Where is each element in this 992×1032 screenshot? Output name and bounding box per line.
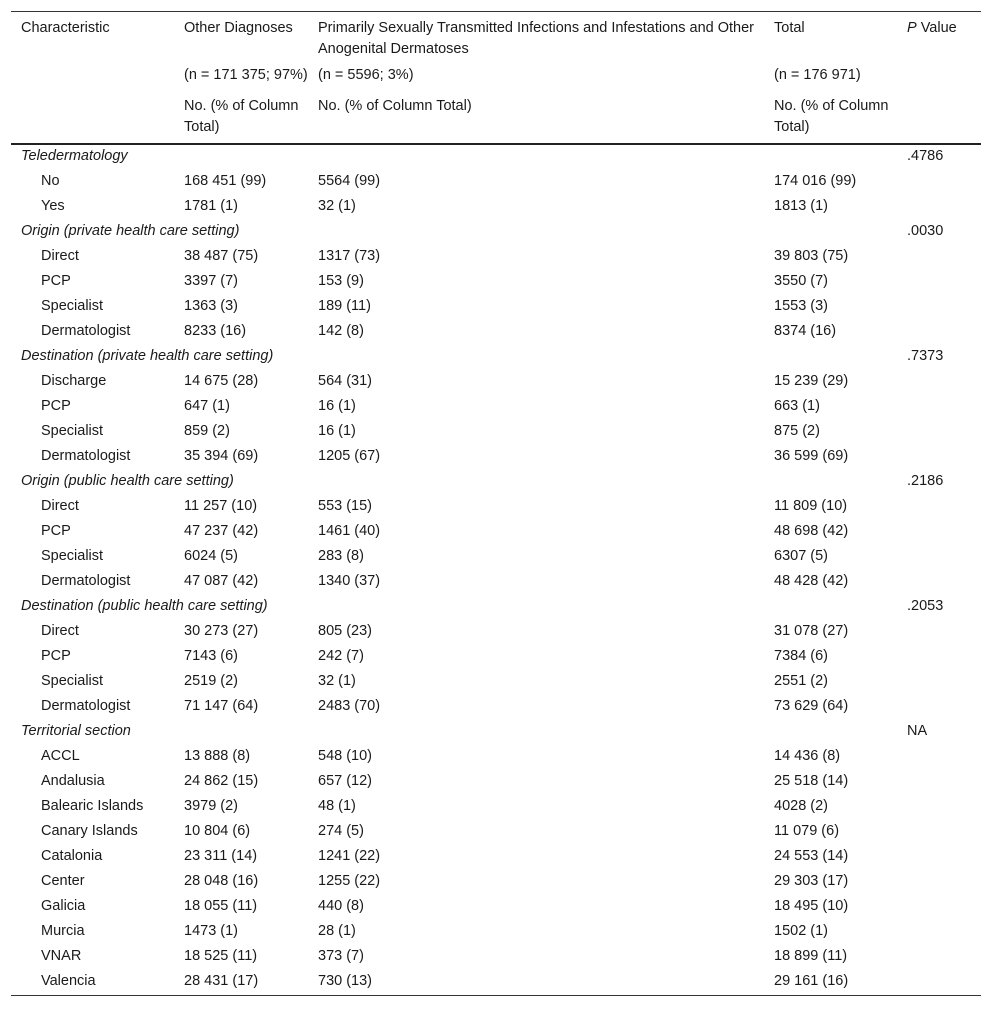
sti-value: 32 (1) xyxy=(318,198,356,214)
row-label: ACCL xyxy=(41,748,80,764)
table-row xyxy=(11,970,981,996)
row-label: PCP xyxy=(41,398,71,414)
sti-value: 564 (31) xyxy=(318,373,373,389)
p-value-empty xyxy=(897,620,981,645)
other-diagnoses-value: 38 487 (75) xyxy=(184,248,259,264)
other-diagnoses-value: 859 (2) xyxy=(184,423,230,439)
p-value-empty xyxy=(897,795,981,820)
p-value-empty xyxy=(897,695,981,720)
row-label: Balearic Islands xyxy=(41,798,144,814)
data-table xyxy=(11,11,981,996)
p-value: .2186 xyxy=(907,473,944,489)
other-diagnoses-value: 8233 (16) xyxy=(184,323,247,339)
total-value: 2551 (2) xyxy=(774,673,829,689)
other-diagnoses-value: 1363 (3) xyxy=(184,298,239,314)
row-label: Discharge xyxy=(41,373,107,389)
table-row xyxy=(11,270,981,295)
total-value: 39 803 (75) xyxy=(774,248,849,264)
sti-value: 1205 (67) xyxy=(318,448,381,464)
section-label: Teledermatology xyxy=(21,148,128,164)
row-label: Yes xyxy=(41,198,65,214)
total-value: 36 599 (69) xyxy=(774,448,849,464)
p-value-empty xyxy=(897,820,981,845)
sti-value: 242 (7) xyxy=(318,648,364,664)
row-label: PCP xyxy=(41,273,71,289)
other-diagnoses-value: 28 431 (17) xyxy=(184,973,259,989)
p-value-empty xyxy=(897,520,981,545)
table-row xyxy=(11,870,981,895)
other-diagnoses-value: 24 862 (15) xyxy=(184,773,259,789)
p-value-empty xyxy=(897,420,981,445)
other-diagnoses-value: 1473 (1) xyxy=(184,923,239,939)
p-value-empty xyxy=(897,320,981,345)
sti-value: 548 (10) xyxy=(318,748,373,764)
table-row xyxy=(11,945,981,970)
total-value: 11 079 (6) xyxy=(774,823,840,839)
row-label: Direct xyxy=(41,498,79,514)
total-value: 6307 (5) xyxy=(774,548,829,564)
sti-value: 16 (1) xyxy=(318,398,356,414)
p-value: NA xyxy=(907,723,928,739)
total-value: 18 899 (11) xyxy=(774,948,848,964)
sti-value: 1241 (22) xyxy=(318,848,381,864)
table-row xyxy=(11,795,981,820)
section-label: Destination (public health care setting) xyxy=(21,598,268,614)
p-value: .7373 xyxy=(907,348,944,364)
sti-value: 16 (1) xyxy=(318,423,356,439)
section-label: Origin (private health care setting) xyxy=(21,223,240,239)
total-value: 1553 (3) xyxy=(774,298,829,314)
other-diagnoses-value: 1781 (1) xyxy=(184,198,239,214)
table-row xyxy=(11,895,981,920)
section-row xyxy=(11,345,981,370)
other-diagnoses-value: 28 048 (16) xyxy=(184,873,259,889)
row-label: Specialist xyxy=(41,548,104,564)
unit-other: No. (% of Column Total) xyxy=(184,98,299,135)
row-label: Direct xyxy=(41,623,79,639)
p-value-empty xyxy=(897,195,981,220)
table-row xyxy=(11,820,981,845)
p-value: .0030 xyxy=(907,223,944,239)
sti-value: 2483 (70) xyxy=(318,698,381,714)
other-diagnoses-value: 30 273 (27) xyxy=(184,623,259,639)
total-value: 1502 (1) xyxy=(774,923,829,939)
p-value-empty xyxy=(897,170,981,195)
section-row xyxy=(11,470,981,495)
total-value: 29 161 (16) xyxy=(774,973,849,989)
sti-value: 1317 (73) xyxy=(318,248,381,264)
row-label: No xyxy=(41,173,60,189)
other-diagnoses-value: 7143 (6) xyxy=(184,648,239,664)
p-value-empty xyxy=(897,570,981,595)
table-header xyxy=(11,12,981,145)
p-value: .4786 xyxy=(907,148,944,164)
other-diagnoses-value: 14 675 (28) xyxy=(184,373,259,389)
total-value: 48 698 (42) xyxy=(774,523,849,539)
row-label: PCP xyxy=(41,523,71,539)
total-value: 14 436 (8) xyxy=(774,748,841,764)
sti-value: 283 (8) xyxy=(318,548,364,564)
total-value: 875 (2) xyxy=(774,423,820,439)
unit-sti: No. (% of Column Total) xyxy=(318,98,472,114)
header-sti: Primarily Sexually Transmitted Infections and Infestations and Other Anogenital Dermatoses xyxy=(318,20,755,57)
p-value-empty xyxy=(897,245,981,270)
p-value-empty xyxy=(897,270,981,295)
sti-value: 5564 (99) xyxy=(318,173,381,189)
sti-value: 153 (9) xyxy=(318,273,364,289)
header-other-diagnoses: Other Diagnoses xyxy=(184,20,293,36)
total-value: 15 239 (29) xyxy=(774,373,849,389)
row-label: Center xyxy=(41,873,85,889)
p-value-empty xyxy=(897,870,981,895)
p-value-empty xyxy=(897,745,981,770)
other-diagnoses-value: 47 237 (42) xyxy=(184,523,259,539)
p-value-empty xyxy=(897,920,981,945)
table-row xyxy=(11,920,981,945)
table-row xyxy=(11,295,981,320)
row-label: Andalusia xyxy=(41,773,105,789)
section-label: Destination (private health care setting) xyxy=(21,348,274,364)
total-value: 7384 (6) xyxy=(774,648,829,664)
row-label: Specialist xyxy=(41,673,104,689)
other-diagnoses-value: 3979 (2) xyxy=(184,798,239,814)
table-row xyxy=(11,495,981,520)
table-row xyxy=(11,370,981,395)
sti-value: 1461 (40) xyxy=(318,523,381,539)
table-row xyxy=(11,845,981,870)
total-value: 48 428 (42) xyxy=(774,573,849,589)
p-value-empty xyxy=(897,395,981,420)
table-row xyxy=(11,395,981,420)
table-row xyxy=(11,320,981,345)
n-other: (n = 171 375; 97%) xyxy=(184,67,308,83)
total-value: 663 (1) xyxy=(774,398,820,414)
p-value-empty xyxy=(897,295,981,320)
other-diagnoses-value: 3397 (7) xyxy=(184,273,239,289)
total-value: 18 495 (10) xyxy=(774,898,849,914)
total-value: 174 016 (99) xyxy=(774,173,857,189)
row-label: Catalonia xyxy=(41,848,103,864)
row-label: Specialist xyxy=(41,298,104,314)
other-diagnoses-value: 2519 (2) xyxy=(184,673,239,689)
p-value-empty xyxy=(897,845,981,870)
other-diagnoses-value: 13 888 (8) xyxy=(184,748,251,764)
sti-value: 657 (12) xyxy=(318,773,373,789)
table-row xyxy=(11,670,981,695)
other-diagnoses-value: 18 055 (11) xyxy=(184,898,258,914)
total-value: 73 629 (64) xyxy=(774,698,849,714)
table-row xyxy=(11,245,981,270)
p-value-empty xyxy=(897,895,981,920)
sti-value: 142 (8) xyxy=(318,323,364,339)
total-value: 8374 (16) xyxy=(774,323,837,339)
section-row xyxy=(11,720,981,745)
header-p-rest: Value xyxy=(916,20,957,36)
p-value-empty xyxy=(897,495,981,520)
section-row xyxy=(11,144,981,170)
p-value-empty xyxy=(897,370,981,395)
sti-value: 373 (7) xyxy=(318,948,364,964)
row-label: Galicia xyxy=(41,898,86,914)
header-characteristic: Characteristic xyxy=(21,20,110,36)
sti-value: 189 (11) xyxy=(318,298,371,314)
table-row xyxy=(11,645,981,670)
other-diagnoses-value: 71 147 (64) xyxy=(184,698,259,714)
header-p-value xyxy=(897,12,981,66)
total-value: 31 078 (27) xyxy=(774,623,849,639)
other-diagnoses-value: 647 (1) xyxy=(184,398,230,414)
section-row xyxy=(11,595,981,620)
total-value: 11 809 (10) xyxy=(774,498,848,514)
total-value: 4028 (2) xyxy=(774,798,829,814)
row-label: Valencia xyxy=(41,973,96,989)
section-label: Territorial section xyxy=(21,723,131,739)
table-row xyxy=(11,170,981,195)
sti-value: 1340 (37) xyxy=(318,573,381,589)
table-row xyxy=(11,695,981,720)
table-row xyxy=(11,620,981,645)
row-label: Dermatologist xyxy=(41,448,131,464)
row-label: VNAR xyxy=(41,948,82,964)
sti-value: 553 (15) xyxy=(318,498,373,514)
other-diagnoses-value: 11 257 (10) xyxy=(184,498,258,514)
row-label: Dermatologist xyxy=(41,323,131,339)
table-row xyxy=(11,745,981,770)
p-value-empty xyxy=(897,970,981,996)
row-label: Direct xyxy=(41,248,79,264)
p-value-empty xyxy=(897,945,981,970)
other-diagnoses-value: 47 087 (42) xyxy=(184,573,259,589)
n-total: (n = 176 971) xyxy=(774,67,861,83)
table-row xyxy=(11,770,981,795)
table-row xyxy=(11,545,981,570)
row-label: Dermatologist xyxy=(41,698,131,714)
sti-value: 28 (1) xyxy=(318,923,356,939)
header-total: Total xyxy=(774,20,805,36)
sti-value: 1255 (22) xyxy=(318,873,381,889)
table-row xyxy=(11,570,981,595)
p-value-empty xyxy=(897,670,981,695)
table-row xyxy=(11,195,981,220)
table-row xyxy=(11,445,981,470)
total-value: 1813 (1) xyxy=(774,198,829,214)
table-row xyxy=(11,420,981,445)
section-label: Origin (public health care setting) xyxy=(21,473,234,489)
table-row xyxy=(11,520,981,545)
section-row xyxy=(11,220,981,245)
total-value: 29 303 (17) xyxy=(774,873,849,889)
other-diagnoses-value: 23 311 (14) xyxy=(184,848,258,864)
unit-total: No. (% of Column Total) xyxy=(774,98,889,135)
sti-value: 440 (8) xyxy=(318,898,364,914)
p-value-empty xyxy=(897,770,981,795)
other-diagnoses-value: 10 804 (6) xyxy=(184,823,251,839)
p-value-empty xyxy=(897,445,981,470)
sti-value: 274 (5) xyxy=(318,823,364,839)
sti-value: 48 (1) xyxy=(318,798,356,814)
sti-value: 805 (23) xyxy=(318,623,373,639)
row-label: Murcia xyxy=(41,923,85,939)
table-body xyxy=(11,144,981,996)
other-diagnoses-value: 168 451 (99) xyxy=(184,173,267,189)
other-diagnoses-value: 18 525 (11) xyxy=(184,948,258,964)
row-label: Specialist xyxy=(41,423,104,439)
total-value: 25 518 (14) xyxy=(774,773,849,789)
total-value: 3550 (7) xyxy=(774,273,829,289)
row-label: PCP xyxy=(41,648,71,664)
n-sti: (n = 5596; 3%) xyxy=(318,67,414,83)
header-p-letter: P xyxy=(907,20,917,36)
total-value: 24 553 (14) xyxy=(774,848,849,864)
other-diagnoses-value: 6024 (5) xyxy=(184,548,239,564)
row-label: Dermatologist xyxy=(41,573,131,589)
sti-value: 32 (1) xyxy=(318,673,356,689)
other-diagnoses-value: 35 394 (69) xyxy=(184,448,259,464)
row-label: Canary Islands xyxy=(41,823,138,839)
p-value: .2053 xyxy=(907,598,944,614)
p-value-empty xyxy=(897,645,981,670)
sti-value: 730 (13) xyxy=(318,973,373,989)
p-value-empty xyxy=(897,545,981,570)
